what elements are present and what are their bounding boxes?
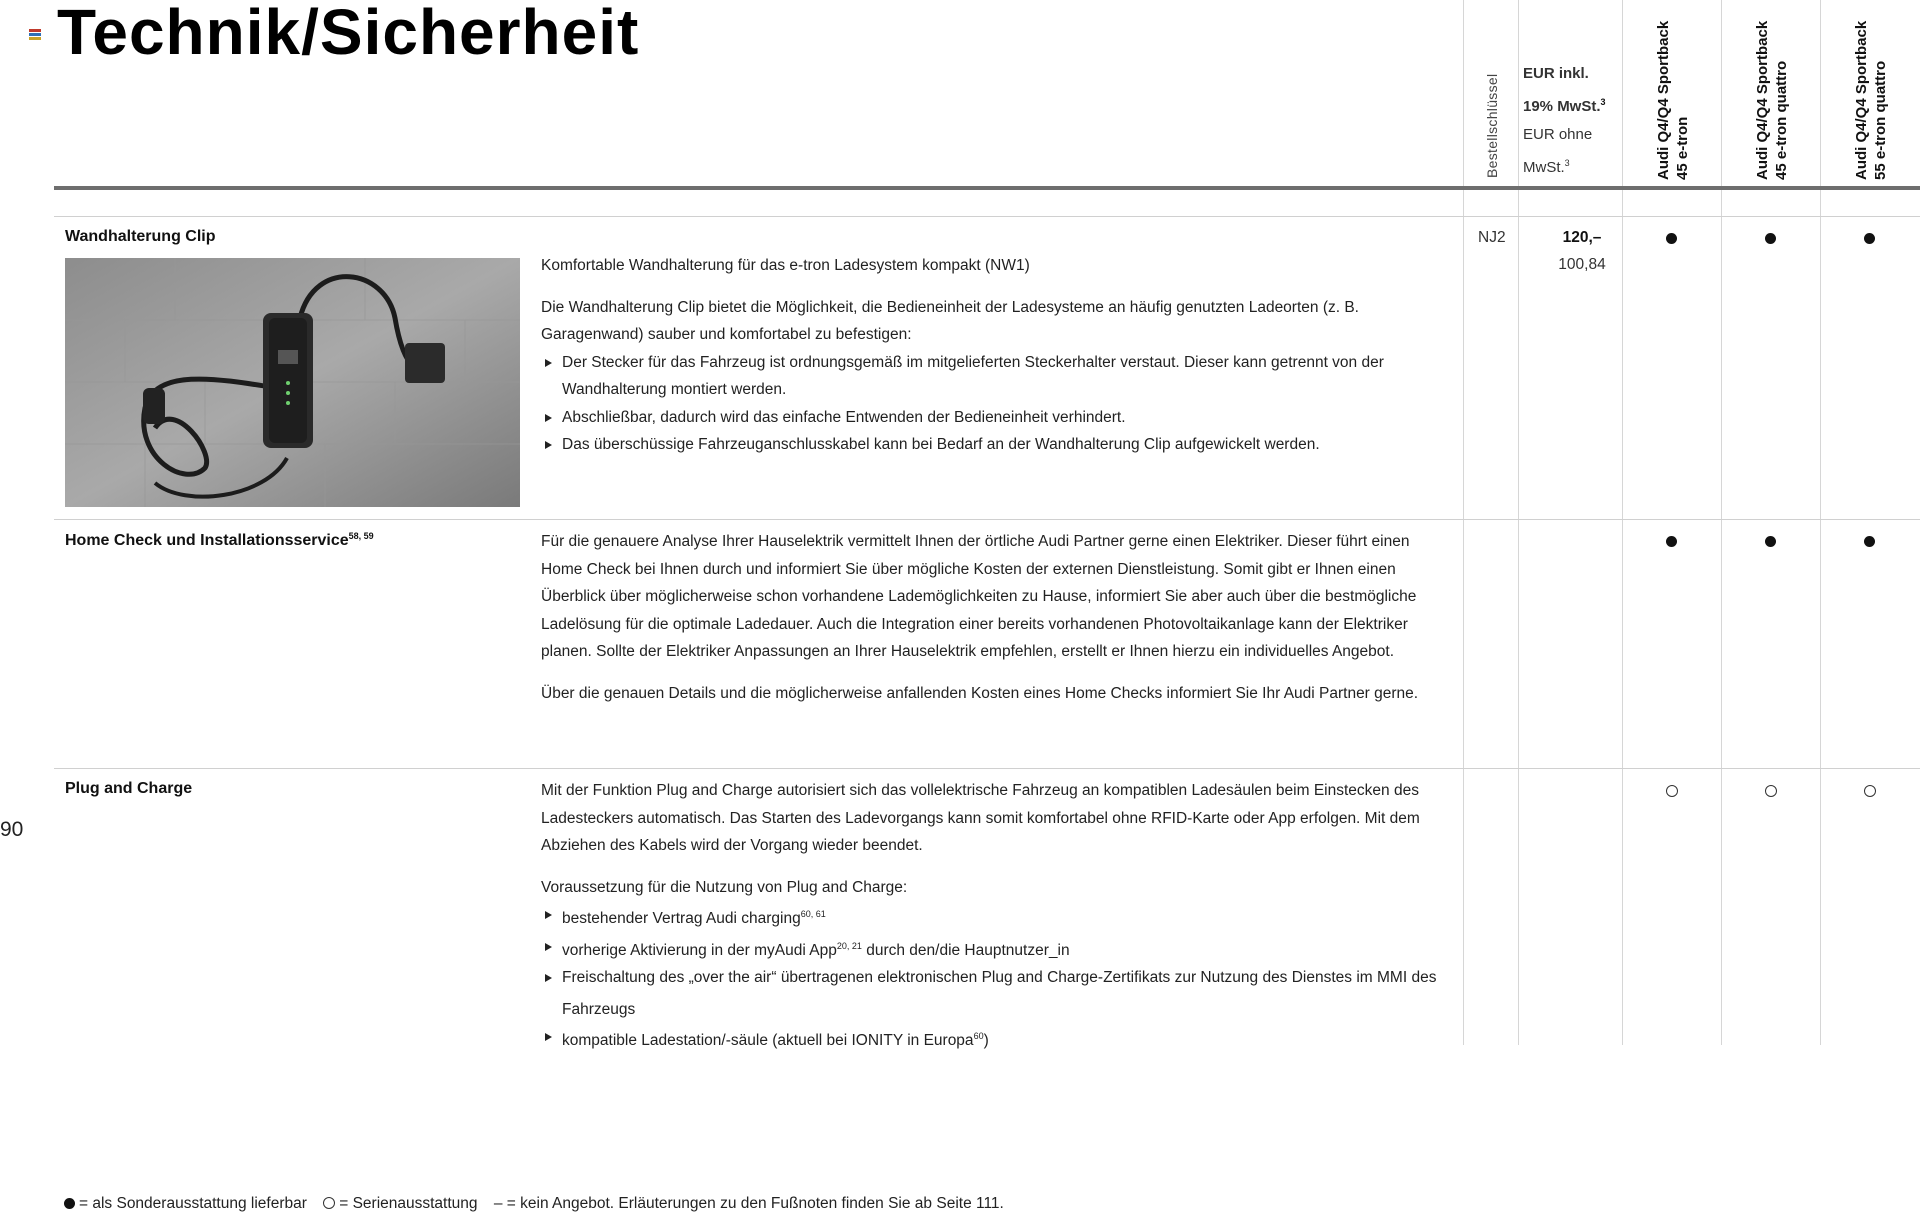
header-rule	[54, 186, 1920, 190]
list-item	[541, 964, 1451, 1023]
column-divider	[1721, 0, 1722, 1045]
model-header-line: 55 e-tron quattro	[1872, 60, 1889, 180]
model-header-2	[1753, 21, 1791, 180]
row-intro: Komfortable Wandhalterung für das e-tron Ladesystem kompakt (NW1)	[541, 257, 1030, 274]
order-key-header: Bestellschlüssel	[1484, 73, 1500, 178]
legend-standard: = Serienausstattung	[339, 1195, 478, 1212]
price-incl-vat: 19% MwSt.	[1523, 98, 1601, 115]
page-number: 90	[0, 818, 24, 841]
row-description-wandhalterung	[541, 252, 1451, 459]
legend-none-symbol: –	[493, 1195, 503, 1212]
list-item: Der Stecker für das Fahrzeug ist ordnungsgemäß im mitgelieferten Steckerhalter verstaut. Dieser kann getrennt von der Wandhalterung montiert werden.	[541, 349, 1451, 404]
row-title-text: Home Check und Installationsservice	[65, 532, 349, 549]
legend-none: = kein Angebot. Erläuterungen zu den Fußnoten finden Sie ab Seite 111.	[506, 1195, 1004, 1212]
row-description-plug-and-charge	[541, 777, 1451, 1055]
footnote-ref: 3	[1564, 158, 1570, 168]
row-divider	[54, 216, 1920, 217]
row-paragraph: Voraussetzung für die Nutzung von Plug and Charge:	[541, 878, 908, 896]
model-header-line: 45 e-tron	[1674, 116, 1691, 180]
row-paragraph: Mit der Funktion Plug and Charge autorisiert sich das vollelektrische Fahrzeug an kompatiblen Ladesäulen beim Einstecken des Ladesteckers automatisch. Das Starten des Ladevorgangs kann somit komfortabel ohne RFID-Karte oder App erfolgen. Mit dem Abziehen des Kabels wird der Vorgang wieder beendet.	[541, 782, 1420, 854]
footnote-ref: 60, 61	[800, 909, 826, 919]
model-header-1	[1654, 21, 1692, 180]
column-divider	[1518, 0, 1519, 1045]
footnote-ref: 58, 59	[348, 531, 374, 541]
legend	[64, 1195, 1004, 1213]
feature-list	[541, 349, 1451, 459]
row-title-plug-and-charge: Plug and Charge	[65, 780, 193, 797]
availability-standard-icon	[1765, 785, 1777, 797]
row-paragraph: Für die genauere Analyse Ihrer Hauselektrik vermittelt Ihnen der örtliche Audi Partner gerne einen Elektriker. Dieser führt einen Home Check bei Ihnen durch und informiert Sie über mögliche Kosten der externen Dienstleistung. Somit gibt er Ihnen einen Überblick über möglicherweise schon vorhandene Lademöglichkeiten zu Hause, informiert Sie aber auch über die bestmögliche Ladelösung für die optimale Ladedauer. Auch die Integration einer bereits vorhandenen Photovoltaikanlage kann der Elektriker planen. Sollte der Elektriker Anpassungen an Ihrer Hauselektrik empfehlen, erstellt er Ihnen hierzu ein individuelles Angebot.	[541, 533, 1417, 660]
availability-optional-icon	[1864, 233, 1875, 244]
row-title-home-check	[65, 531, 374, 550]
requirements-list	[541, 901, 1451, 1055]
row-title-wandhalterung: Wandhalterung Clip	[65, 228, 216, 245]
price-header	[1523, 60, 1623, 182]
price-excl-label: EUR ohne	[1523, 126, 1593, 143]
availability-optional-icon	[1666, 233, 1677, 244]
availability-optional-icon	[1864, 536, 1875, 547]
row-divider	[54, 768, 1920, 769]
price-excl-vat: MwSt.	[1523, 159, 1565, 176]
price-incl-label: EUR inkl.	[1523, 65, 1589, 82]
price-cell	[1532, 224, 1632, 278]
row-description-home-check	[541, 528, 1451, 721]
availability-standard-icon	[1864, 785, 1876, 797]
model-header-3	[1852, 21, 1890, 180]
row-paragraph: Über die genauen Details und die möglicherweise anfallenden Kosten eines Home Checks informiert Sie Ihr Audi Partner gerne.	[541, 684, 1419, 702]
list-item	[541, 933, 1451, 965]
list-item: Das überschüssige Fahrzeuganschlusskabel kann bei Bedarf an der Wandhalterung Clip aufgewickelt werden.	[541, 431, 1451, 459]
price-excl: 100,84	[1558, 256, 1606, 273]
list-item-text: kompatible Ladestation/-säule (aktuell bei IONITY in Europa	[562, 1032, 974, 1049]
list-item-text: bestehender Vertrag Audi charging	[562, 910, 801, 927]
availability-optional-icon	[1765, 233, 1776, 244]
column-divider	[1820, 0, 1821, 1045]
list-item-text: durch den/die Hauptnutzer_in	[861, 941, 1070, 959]
footnote-ref: 20, 21	[836, 940, 862, 951]
model-header-line: Audi Q4/Q4 Sportback	[1655, 20, 1672, 180]
list-item	[541, 1023, 1451, 1055]
footnote-ref: 60	[973, 1031, 984, 1041]
legend-optional: = als Sonderausstattung lieferbar	[79, 1195, 307, 1212]
price-incl: 120,–	[1562, 229, 1602, 246]
footnote-ref: 3	[1600, 97, 1606, 107]
filled-circle-icon	[64, 1198, 75, 1209]
list-item-text: Freischaltung des „over the air“ übertragenen elektronischen Plug and Charge-Zertifikats zur Nutzung des Dienstes im MMI des Fahrzeugs	[562, 969, 1437, 1018]
row-divider	[54, 519, 1920, 520]
model-header-line: Audi Q4/Q4 Sportback	[1754, 20, 1771, 180]
column-divider	[1463, 0, 1464, 1045]
wallbox-photo	[65, 258, 520, 507]
list-item-text: )	[983, 1032, 989, 1049]
section-marker-icon	[29, 29, 41, 39]
order-code: NJ2	[1478, 229, 1506, 246]
row-paragraph: Die Wandhalterung Clip bietet die Möglichkeit, die Bedieneinheit der Ladesysteme an häufig genutzten Ladeorten (z. B. Garagenwand) sauber und komfortabel zu befestigen:	[541, 298, 1359, 343]
availability-optional-icon	[1666, 536, 1677, 547]
model-header-line: Audi Q4/Q4 Sportback	[1853, 20, 1870, 180]
list-item-text: vorherige Aktivierung in der myAudi App	[562, 941, 837, 959]
availability-optional-icon	[1765, 536, 1776, 547]
page-title: Technik/Sicherheit	[57, 0, 640, 68]
hollow-circle-icon	[323, 1197, 335, 1209]
list-item	[541, 901, 1451, 933]
list-item: Abschließbar, dadurch wird das einfache Entwenden der Bedieneinheit verhindert.	[541, 404, 1451, 432]
availability-standard-icon	[1666, 785, 1678, 797]
wall-charger-image	[65, 258, 520, 507]
model-header-line: 45 e-tron quattro	[1773, 60, 1790, 180]
